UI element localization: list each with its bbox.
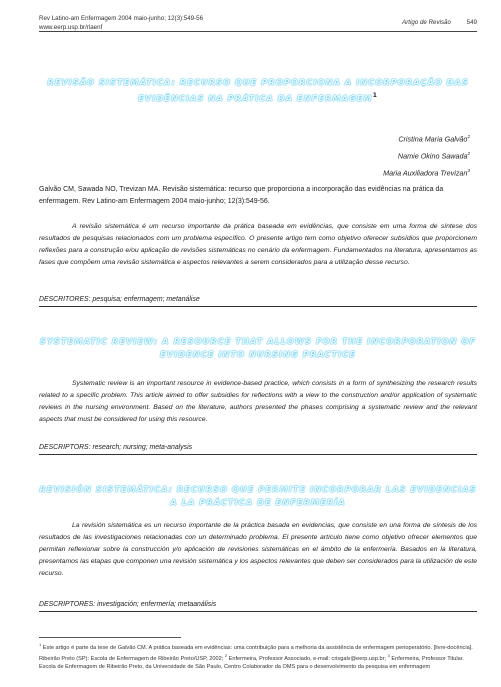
title-pt-text: REVISÃO SISTEMÁTICA: RECURSO QUE PROPORCIONA A INCORPORAÇÃO DAS EVIDÊNCIAS NA PRÁTICA DA ENFERMAGEM <box>47 77 469 103</box>
footnotes: $^1$ Este artigo é parte da tese de Galvão CM. A prática baseada em evidências: uma contribuição para a melhoria da assistência de enfermagem perioperatório. [livre-docência]. Ribeirão Preto (SP): Escola de Enfermagem de Ribeirão Preto/USP, 2002; $^2$ Enfermeira, Professor Associado, e-mail: crisgalv@eerp.usp.br; $^3$ Enfermeira, Professor Titular. Escola de Enfermagem de Ribeirão Preto, da Universidade de São Paulo, Centro Colaborador da OMS para o desenvolvimento da pesquisa em enfermagem <box>39 642 473 670</box>
author-list <box>383 130 470 181</box>
title-english: SYSTEMATIC REVIEW: A RESOURCE THAT ALLOWS FOR THE INCORPORATION OF EVIDENCE INTO NURSING PRACTICE <box>39 336 477 359</box>
citation: Galvão CM, Sawada NO, Trevizan MA. Revisão sistemática: recurso que proporciona a incorporação das evidências na prática da enfermagem. Rev Latino-am Enfermagem 2004 maio-junho; 12(3):549-56. <box>39 186 444 205</box>
journal-url[interactable]: www.eerp.usp.br/rlaenf <box>39 24 103 31</box>
divider <box>39 454 477 455</box>
divider <box>39 611 477 612</box>
abstract-portuguese: A revisão sistemática é um recurso importante da prática baseada em evidências, que consiste em uma forma de síntese dos resultados de pesquisas relacionados com um problema específico. O presente artigo tem como objetivo oferecer subsídios que proporcionem reflexões para a construção e/ou aplicação de revisões sistemáticas no cenário da enfermagem. Fundamentados na literatura, apresentamos as fases que compõem uma revisão sistemática e aspectos relevantes a serem considerados para a utilização desse recurso. <box>39 223 477 266</box>
title-footnote-marker: 1 <box>372 92 378 99</box>
descriptors-spanish: DESCRIPTORES: investigación; enfermería; metaanálisis <box>39 601 217 608</box>
page-number: 549 <box>466 19 477 26</box>
title-portuguese <box>39 76 477 105</box>
journal-line: Rev Latino-am Enfermagem 2004 maio-junho; 12(3):549-56 <box>39 15 204 22</box>
author: Maria Auxiliadora Trevizan$^3$ <box>383 167 470 178</box>
header-right <box>402 19 477 26</box>
title-spanish: REVISIÓN SISTEMÁTICA: RECURSO QUE PERMITE INCORPORAR LAS EVIDENCIAS A LA PRÁCTICA DE ENFERMERÍA <box>39 484 477 507</box>
section-label: Artigo de Revisão <box>402 19 451 26</box>
running-header <box>39 14 203 32</box>
author: Cristina Maria Galvão$^2$ <box>398 134 470 144</box>
footnote-divider <box>39 637 181 638</box>
descriptors-portuguese: DESCRITORES: pesquisa; enfermagem; metanálise <box>39 296 200 303</box>
descriptors-english: DESCRIPTORS: research; nursing; meta-analysis <box>39 444 193 451</box>
abstract-spanish: La revisión sistemática es un recurso importante de la práctica basada en evidencias, que consiste en una forma de síntesis de los resultados de las investigaciones relacionadas con un determinado problema. El presente artículo tiene como objetivo ofrecer elementos que permitan reflexionar sobre la construcción y/o aplicación de revisiones sistemáticas en el ámbito de la enfermería. Basados en la literatura, presentamos las etapas que componen una revisión sistemática y los aspectos relevantes que deben ser considerados para la utilización de este recurso. <box>39 522 477 577</box>
divider <box>39 306 477 307</box>
header-divider <box>39 31 477 32</box>
author: Namie Okino Sawada$^2$ <box>397 150 470 161</box>
abstract-english: Systematic review is an important resource in evidence-based practice, which consists in a form of synthesizing the research results related to a specific problem. This article aimed to offer subsidies for reflections with a view to the construction and/or application of systematic reviews in the nursing environment. Based on the literature, authors presented the phases comprising a systematic review and the relevant aspects that must be considered for using this resource. <box>39 380 477 423</box>
